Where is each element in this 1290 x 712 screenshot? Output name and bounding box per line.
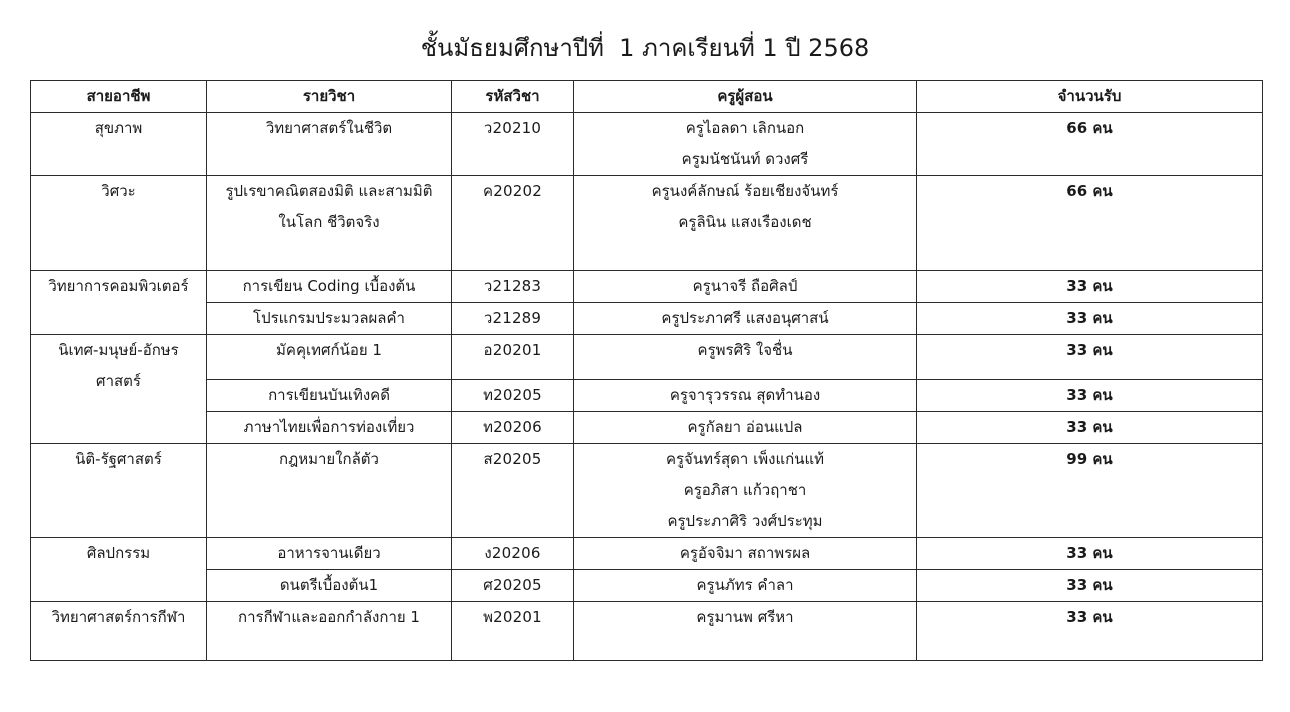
subject-line: การกีฬาและออกกำลังกาย 1 (238, 608, 420, 626)
teacher-name: ครูอภิสา แก้วฤาชา (683, 481, 807, 499)
teacher-name: ครูลินิน แสงเรืองเดช (678, 213, 812, 231)
table-row (31, 303, 1263, 335)
teacher-name: ครูมนัชนันท์ ดวงศรี (681, 150, 809, 168)
subject-line: มัคคุเทศก์น้อย 1 (276, 341, 382, 359)
course-schedule-table (30, 80, 1263, 661)
career-line: นิเทศ-มนุษย์-อักษร (58, 341, 179, 359)
subject-cell (207, 602, 452, 661)
teacher-name: ครูพรศิริ ใจชื่น (697, 341, 793, 359)
teacher-cell (574, 412, 917, 444)
career-cell: วิทยาศาสตร์การกีฬา (31, 602, 207, 661)
subject-line: อาหารจานเดียว (277, 544, 381, 562)
subject-cell (207, 303, 452, 335)
subject-line: ภาษาไทยเพื่อการท่องเที่ยว (243, 418, 415, 436)
subject-line: การเขียน Coding เบื้องต้น (242, 277, 416, 295)
code-cell: ค20202 (452, 176, 574, 271)
code-cell: พ20201 (452, 602, 574, 661)
subject-line: ดนตรีเบื้องต้น1 (279, 576, 379, 594)
subject-cell (207, 570, 452, 602)
teacher-name: ครูจารุวรรณ สุดทำนอง (669, 386, 821, 404)
teacher-name: ครูมานพ ศรีหา (696, 608, 794, 626)
teacher-cell (574, 570, 917, 602)
career-cell (31, 335, 207, 444)
code-cell: ท20206 (452, 412, 574, 444)
table-row (31, 444, 1263, 538)
capacity-cell: 66 คน (917, 113, 1263, 176)
subject-line: โปรแกรมประมวลผลคำ (253, 309, 405, 327)
table-row (31, 412, 1263, 444)
header-subject: รายวิชา (207, 81, 452, 113)
teacher-name: ครูนงค์ลักษณ์ ร้อยเชียงจันทร์ (651, 182, 839, 200)
teacher-cell (574, 538, 917, 570)
table-row (31, 271, 1263, 303)
capacity-cell: 33 คน (917, 570, 1263, 602)
subject-line: การเขียนบันเทิงคดี (268, 386, 390, 404)
table-row (31, 602, 1263, 661)
capacity-cell: 33 คน (917, 380, 1263, 412)
career-cell: วิศวะ (31, 176, 207, 271)
career-cell: ศิลปกรรม (31, 538, 207, 602)
teacher-cell (574, 113, 917, 176)
teacher-name: ครูจันทร์สุดา เพ็งแก่นแท้ (665, 450, 825, 468)
teacher-cell (574, 444, 917, 538)
subject-line: วิทยาศาสตร์ในชีวิต (265, 119, 393, 137)
subject-cell (207, 176, 452, 271)
teacher-name: ครูไอลดา เลิกนอก (685, 119, 805, 137)
header-capacity: จำนวนรับ (917, 81, 1263, 113)
subject-cell (207, 538, 452, 570)
capacity-cell: 33 คน (917, 602, 1263, 661)
subject-line: ในโลก ชีวิตจริง (278, 213, 380, 231)
teacher-cell (574, 303, 917, 335)
code-cell: ท20205 (452, 380, 574, 412)
subject-cell (207, 113, 452, 176)
capacity-cell: 33 คน (917, 538, 1263, 570)
teacher-name: ครูประภาศรี แสงอนุศาสน์ (661, 309, 829, 327)
teacher-cell (574, 335, 917, 380)
teacher-cell (574, 602, 917, 661)
page-title: ชั้นมัธยมศึกษาปีที่ 1 ภาคเรียนที่ 1 ปี 2568 (420, 34, 870, 62)
teacher-name: ครูกัลยา อ่อนแปล (687, 418, 803, 436)
table-row (31, 113, 1263, 176)
code-cell: ว21283 (452, 271, 574, 303)
teacher-name: ครูประภาศิริ วงศ์ประทุม (667, 512, 823, 530)
career-cell: สุขภาพ (31, 113, 207, 176)
teacher-cell (574, 176, 917, 271)
subject-line: รูปเรขาคณิตสองมิติ และสามมิติ (225, 182, 433, 200)
subject-cell (207, 271, 452, 303)
table-row (31, 335, 1263, 380)
teacher-name: ครูนภัทร คำลา (696, 576, 794, 594)
code-cell: อ20201 (452, 335, 574, 380)
subject-cell (207, 380, 452, 412)
code-cell: ส20205 (452, 444, 574, 538)
header-code: รหัสวิชา (452, 81, 574, 113)
teacher-name: ครูนาจรี ถือศิลป์ (692, 277, 798, 295)
capacity-cell: 33 คน (917, 335, 1263, 380)
table-row (31, 380, 1263, 412)
career-cell: นิติ-รัฐศาสตร์ (31, 444, 207, 538)
subject-cell (207, 335, 452, 380)
subject-cell (207, 444, 452, 538)
teacher-name: ครูอัจจิมา สถาพรผล (679, 544, 811, 562)
table-row (31, 176, 1263, 271)
table-row (31, 538, 1263, 570)
capacity-cell: 66 คน (917, 176, 1263, 271)
capacity-cell: 33 คน (917, 412, 1263, 444)
subject-cell (207, 412, 452, 444)
header-teacher: ครูผู้สอน (574, 81, 917, 113)
table-header-row (31, 81, 1263, 113)
teacher-cell (574, 380, 917, 412)
capacity-cell: 33 คน (917, 303, 1263, 335)
capacity-cell: 99 คน (917, 444, 1263, 538)
capacity-cell: 33 คน (917, 271, 1263, 303)
teacher-cell (574, 271, 917, 303)
header-career: สายอาชีพ (31, 81, 207, 113)
career-cell: วิทยาการคอมพิวเตอร์ (31, 271, 207, 335)
code-cell: ง20206 (452, 538, 574, 570)
code-cell: ว21289 (452, 303, 574, 335)
code-cell: ศ20205 (452, 570, 574, 602)
subject-line: กฎหมายใกล้ตัว (279, 450, 379, 468)
code-cell: ว20210 (452, 113, 574, 176)
career-line: ศาสตร์ (96, 372, 141, 390)
table-row (31, 570, 1263, 602)
